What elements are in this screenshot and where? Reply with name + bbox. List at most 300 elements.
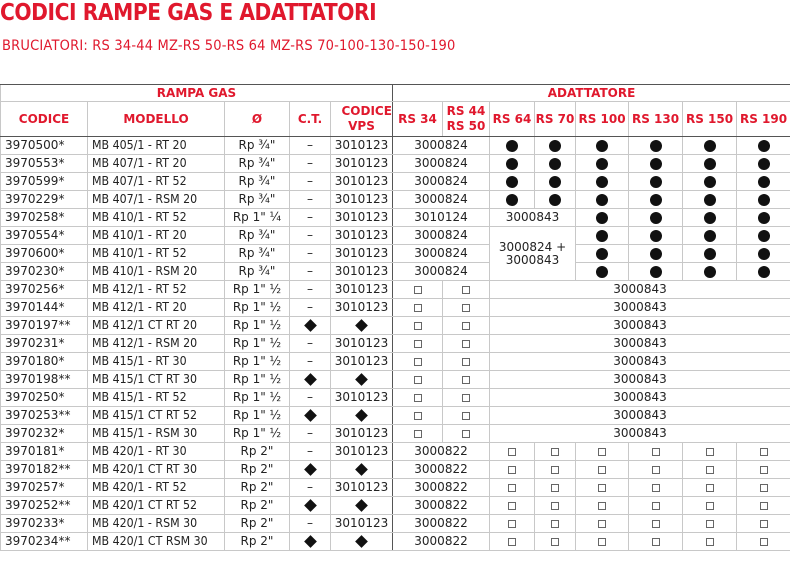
compat-cell <box>683 533 737 551</box>
black-diamond-icon <box>304 499 317 512</box>
modello-text: MB 407/1 - RSM 20 <box>92 192 198 206</box>
modello-cell <box>88 335 225 353</box>
modello-text: MB 412/1 - RSM 20 <box>92 336 198 350</box>
diameter-cell: Rp ¾" <box>225 137 290 155</box>
compat-cell <box>576 245 629 263</box>
table-row <box>1 155 790 173</box>
adapter-rs34-rs50: 3000824 <box>393 173 490 191</box>
compat-cell <box>535 155 576 173</box>
compat-cell <box>535 533 576 551</box>
empty-square-icon <box>551 520 559 528</box>
ct-cell: – <box>290 443 331 461</box>
codice-cell: 3970144* <box>1 299 88 317</box>
codice-cell: 3970599* <box>1 173 88 191</box>
compat-cell <box>490 443 535 461</box>
vps-cell: 3010123 <box>331 209 393 227</box>
ct-cell: – <box>290 137 331 155</box>
modello-cell <box>88 515 225 533</box>
compat-cell <box>576 533 629 551</box>
vps-cell <box>331 371 393 389</box>
compat-cell <box>443 281 490 299</box>
empty-square-icon <box>706 466 714 474</box>
empty-square-icon <box>551 502 559 510</box>
black-dot-icon <box>596 140 608 152</box>
compat-cell <box>443 425 490 443</box>
empty-square-icon <box>462 358 470 366</box>
compat-cell <box>629 191 683 209</box>
modello-text: MB 412/1 CT RT 20 <box>92 318 198 332</box>
modello-text: MB 412/1 - RT 52 <box>92 282 187 296</box>
empty-square-icon <box>508 448 516 456</box>
ct-cell: – <box>290 245 331 263</box>
black-diamond-icon <box>304 373 317 386</box>
empty-square-icon <box>598 466 606 474</box>
modello-cell <box>88 317 225 335</box>
black-dot-icon <box>704 248 716 260</box>
codice-cell: 3970230* <box>1 263 88 281</box>
diameter-cell: Rp ¾" <box>225 227 290 245</box>
diameter-cell: Rp 2" <box>225 479 290 497</box>
vps-cell: 3010123 <box>331 353 393 371</box>
vps-cell <box>331 533 393 551</box>
modello-cell <box>88 533 225 551</box>
adapter-rs64-rs70-combined <box>490 227 576 281</box>
compat-cell <box>490 497 535 515</box>
adapter-rs34-rs50: 3000822 <box>393 461 490 479</box>
adapter-rs64-rs190: 3000843 <box>490 425 790 443</box>
compat-cell <box>490 533 535 551</box>
compat-cell <box>629 515 683 533</box>
gas-train-table <box>0 84 790 551</box>
ct-cell: – <box>290 281 331 299</box>
table-row <box>1 443 790 461</box>
diameter-cell: Rp 2" <box>225 497 290 515</box>
compat-cell <box>629 155 683 173</box>
compat-cell <box>576 137 629 155</box>
compat-cell <box>490 137 535 155</box>
ct-cell: – <box>290 389 331 407</box>
modello-text: MB 410/1 - RT 20 <box>92 228 187 242</box>
compat-cell <box>737 227 790 245</box>
col-rs70: RS 70 <box>535 102 576 137</box>
modello-text: MB 410/1 - RSM 20 <box>92 264 198 278</box>
empty-square-icon <box>760 538 768 546</box>
compat-cell <box>443 335 490 353</box>
col-codice-vps-label: CODICE VPS <box>341 104 392 133</box>
compat-cell <box>576 497 629 515</box>
black-dot-icon <box>758 140 770 152</box>
adapter-rs34-rs50: 3000824 <box>393 245 490 263</box>
vps-cell: 3010123 <box>331 155 393 173</box>
black-dot-icon <box>549 194 561 206</box>
empty-square-icon <box>414 358 422 366</box>
table-row <box>1 425 790 443</box>
compat-cell <box>490 479 535 497</box>
compat-cell <box>576 191 629 209</box>
codice-cell: 3970252** <box>1 497 88 515</box>
diameter-cell: Rp 1" ½ <box>225 425 290 443</box>
empty-square-icon <box>706 520 714 528</box>
empty-square-icon <box>414 412 422 420</box>
empty-square-icon <box>598 448 606 456</box>
black-dot-icon <box>650 248 662 260</box>
empty-square-icon <box>551 448 559 456</box>
empty-square-icon <box>598 502 606 510</box>
compat-cell <box>576 515 629 533</box>
black-dot-icon <box>650 230 662 242</box>
adapter-rs34-rs50: 3000822 <box>393 479 490 497</box>
modello-cell <box>88 443 225 461</box>
ct-cell <box>290 317 331 335</box>
group-rampa-gas: RAMPA GAS <box>1 85 393 102</box>
modello-cell <box>88 209 225 227</box>
black-dot-icon <box>549 158 561 170</box>
empty-square-icon <box>598 538 606 546</box>
empty-square-icon <box>760 520 768 528</box>
compat-cell <box>443 389 490 407</box>
empty-square-icon <box>508 520 516 528</box>
compat-cell <box>443 353 490 371</box>
modello-text: MB 407/1 - RT 20 <box>92 156 187 170</box>
compat-cell <box>629 263 683 281</box>
vps-cell: 3010123 <box>331 263 393 281</box>
table-row <box>1 353 790 371</box>
compat-cell <box>535 497 576 515</box>
table-row <box>1 191 790 209</box>
black-dot-icon <box>506 194 518 206</box>
diameter-cell: Rp ¾" <box>225 191 290 209</box>
black-dot-icon <box>704 176 716 188</box>
ct-cell <box>290 497 331 515</box>
col-rs130: RS 130 <box>629 102 683 137</box>
adapter-rs64-rs190: 3000843 <box>490 389 790 407</box>
modello-cell <box>88 461 225 479</box>
modello-text: MB 412/1 - RT 20 <box>92 300 187 314</box>
adapter-rs34-rs50: 3000824 <box>393 191 490 209</box>
codice-cell: 3970553* <box>1 155 88 173</box>
compat-cell <box>629 497 683 515</box>
codice-cell: 3970180* <box>1 353 88 371</box>
compat-cell <box>629 461 683 479</box>
diameter-cell: Rp 1" ½ <box>225 353 290 371</box>
black-dot-icon <box>549 176 561 188</box>
adapter-rs34-rs50: 3000824 <box>393 227 490 245</box>
table-row <box>1 209 790 227</box>
vps-cell: 3010123 <box>331 335 393 353</box>
empty-square-icon <box>414 394 422 402</box>
compat-cell <box>393 281 443 299</box>
codice-cell: 3970231* <box>1 335 88 353</box>
empty-square-icon <box>760 484 768 492</box>
vps-cell: 3010123 <box>331 173 393 191</box>
compat-cell <box>576 209 629 227</box>
empty-square-icon <box>760 502 768 510</box>
table-row <box>1 479 790 497</box>
black-dot-icon <box>650 212 662 224</box>
page-subtitle: BRUCIATORI: RS 34-44 MZ-RS 50-RS 64 MZ-RS 70-100-130-150-190 <box>2 38 456 54</box>
empty-square-icon <box>462 304 470 312</box>
compat-cell <box>535 515 576 533</box>
page-title: CODICI RAMPE GAS E ADATTATORI <box>0 0 377 26</box>
ct-cell: – <box>290 173 331 191</box>
modello-cell <box>88 425 225 443</box>
black-dot-icon <box>650 158 662 170</box>
col-rs44-rs50-label: RS 44 RS 50 <box>446 104 486 133</box>
modello-text: MB 405/1 - RT 20 <box>92 138 187 152</box>
diameter-cell: Rp 1" ½ <box>225 335 290 353</box>
compat-cell <box>629 173 683 191</box>
vps-cell: 3010123 <box>331 443 393 461</box>
empty-square-icon <box>508 466 516 474</box>
modello-cell <box>88 263 225 281</box>
table-row <box>1 461 790 479</box>
black-dot-icon <box>596 248 608 260</box>
compat-cell <box>629 137 683 155</box>
modello-text: MB 420/1 CT RSM 30 <box>92 534 208 548</box>
empty-square-icon <box>462 286 470 294</box>
black-dot-icon <box>704 158 716 170</box>
ct-cell: – <box>290 227 331 245</box>
compat-cell <box>737 173 790 191</box>
modello-text: MB 415/1 CT RT 52 <box>92 408 198 422</box>
codice-cell: 3970197** <box>1 317 88 335</box>
black-dot-icon <box>650 266 662 278</box>
compat-cell <box>737 461 790 479</box>
compat-cell <box>629 533 683 551</box>
empty-square-icon <box>652 538 660 546</box>
compat-cell <box>490 173 535 191</box>
ct-cell <box>290 461 331 479</box>
diameter-cell: Rp 2" <box>225 443 290 461</box>
modello-text: MB 410/1 - RT 52 <box>92 210 187 224</box>
vps-cell: 3010123 <box>331 425 393 443</box>
compat-cell <box>629 443 683 461</box>
adapter-rs34-rs50: 3000824 <box>393 155 490 173</box>
compat-cell <box>683 137 737 155</box>
vps-cell: 3010123 <box>331 281 393 299</box>
compat-cell <box>683 479 737 497</box>
diameter-cell: Rp 2" <box>225 461 290 479</box>
diameter-cell: Rp 1" ½ <box>225 389 290 407</box>
black-dot-icon <box>704 266 716 278</box>
codice-cell: 3970257* <box>1 479 88 497</box>
modello-cell <box>88 191 225 209</box>
black-diamond-icon <box>304 463 317 476</box>
diameter-cell: Rp 1" ½ <box>225 317 290 335</box>
codice-cell: 3970500* <box>1 137 88 155</box>
black-dot-icon <box>596 158 608 170</box>
black-dot-icon <box>758 194 770 206</box>
empty-square-icon <box>598 484 606 492</box>
compat-cell <box>576 155 629 173</box>
modello-text: MB 410/1 - RT 52 <box>92 246 187 260</box>
codice-cell: 3970256* <box>1 281 88 299</box>
table-row <box>1 407 790 425</box>
codice-cell: 3970233* <box>1 515 88 533</box>
empty-square-icon <box>652 466 660 474</box>
table-row <box>1 173 790 191</box>
col-codice-vps <box>331 102 393 137</box>
black-diamond-icon <box>355 373 368 386</box>
black-diamond-icon <box>304 535 317 548</box>
vps-cell <box>331 317 393 335</box>
diameter-cell: Rp 1" ¼ <box>225 209 290 227</box>
empty-square-icon <box>760 466 768 474</box>
adapter-rs34-rs50: 3000822 <box>393 515 490 533</box>
adapter-rs34-rs50: 3000824 <box>393 263 490 281</box>
col-codice: CODICE <box>1 102 88 137</box>
col-rs190: RS 190 <box>737 102 790 137</box>
empty-square-icon <box>706 538 714 546</box>
compat-cell <box>737 191 790 209</box>
adapter-combined-label: 3000824 + 3000843 <box>498 239 567 267</box>
ct-cell <box>290 533 331 551</box>
compat-cell <box>737 497 790 515</box>
modello-text: MB 415/1 - RT 30 <box>92 354 187 368</box>
modello-cell <box>88 497 225 515</box>
empty-square-icon <box>760 448 768 456</box>
modello-cell <box>88 227 225 245</box>
codice-cell: 3970182** <box>1 461 88 479</box>
black-dot-icon <box>704 194 716 206</box>
black-dot-icon <box>596 266 608 278</box>
col-rs150: RS 150 <box>683 102 737 137</box>
table-row <box>1 317 790 335</box>
black-dot-icon <box>758 212 770 224</box>
modello-cell <box>88 479 225 497</box>
adapter-rs34-rs50: 3000822 <box>393 533 490 551</box>
diameter-cell: Rp ¾" <box>225 155 290 173</box>
adapter-rs64-rs190: 3000843 <box>490 335 790 353</box>
col-rs64: RS 64 <box>490 102 535 137</box>
codice-cell: 3970234** <box>1 533 88 551</box>
modello-cell <box>88 245 225 263</box>
black-dot-icon <box>758 176 770 188</box>
empty-square-icon <box>706 448 714 456</box>
ct-cell <box>290 407 331 425</box>
compat-cell <box>393 335 443 353</box>
empty-square-icon <box>462 322 470 330</box>
compat-cell <box>443 299 490 317</box>
adapter-rs34-rs50: 3010124 <box>393 209 490 227</box>
compat-cell <box>535 191 576 209</box>
empty-square-icon <box>652 520 660 528</box>
ct-cell: – <box>290 479 331 497</box>
compat-cell <box>535 479 576 497</box>
black-dot-icon <box>596 176 608 188</box>
empty-square-icon <box>706 502 714 510</box>
adapter-rs64-rs190: 3000843 <box>490 281 790 299</box>
adapter-rs64-rs190: 3000843 <box>490 371 790 389</box>
adapter-rs34-rs50: 3000822 <box>393 443 490 461</box>
modello-cell <box>88 389 225 407</box>
black-dot-icon <box>758 158 770 170</box>
compat-cell <box>393 317 443 335</box>
compat-cell <box>683 209 737 227</box>
black-dot-icon <box>650 176 662 188</box>
ct-cell: – <box>290 191 331 209</box>
ct-cell <box>290 371 331 389</box>
compat-cell <box>443 317 490 335</box>
black-dot-icon <box>758 230 770 242</box>
group-header-row <box>1 85 790 102</box>
black-dot-icon <box>704 230 716 242</box>
compat-cell <box>737 533 790 551</box>
compat-cell <box>490 461 535 479</box>
table-row <box>1 389 790 407</box>
col-rs34: RS 34 <box>393 102 443 137</box>
diameter-cell: Rp 1" ½ <box>225 299 290 317</box>
modello-text: MB 420/1 CT RT 30 <box>92 462 198 476</box>
adapter-rs64-rs190: 3000843 <box>490 299 790 317</box>
compat-cell <box>443 371 490 389</box>
codice-cell: 3970229* <box>1 191 88 209</box>
empty-square-icon <box>462 412 470 420</box>
modello-cell <box>88 281 225 299</box>
vps-cell: 3010123 <box>331 389 393 407</box>
col-rs100: RS 100 <box>576 102 629 137</box>
modello-text: MB 415/1 - RSM 30 <box>92 426 198 440</box>
compat-cell <box>576 461 629 479</box>
table-row <box>1 281 790 299</box>
compat-cell <box>737 515 790 533</box>
black-dot-icon <box>506 176 518 188</box>
compat-cell <box>393 353 443 371</box>
compat-cell <box>393 389 443 407</box>
compat-cell <box>535 173 576 191</box>
black-diamond-icon <box>355 409 368 422</box>
diameter-cell: Rp 1" ½ <box>225 281 290 299</box>
empty-square-icon <box>414 430 422 438</box>
vps-cell: 3010123 <box>331 191 393 209</box>
black-dot-icon <box>704 212 716 224</box>
table-row <box>1 515 790 533</box>
compat-cell <box>576 443 629 461</box>
codice-cell: 3970198** <box>1 371 88 389</box>
vps-cell: 3010123 <box>331 227 393 245</box>
compat-cell <box>683 263 737 281</box>
codice-cell: 3970250* <box>1 389 88 407</box>
modello-text: MB 420/1 CT RT 52 <box>92 498 198 512</box>
compat-cell <box>576 173 629 191</box>
compat-cell <box>629 479 683 497</box>
vps-cell <box>331 407 393 425</box>
empty-square-icon <box>551 538 559 546</box>
diameter-cell: Rp ¾" <box>225 173 290 191</box>
compat-cell <box>629 227 683 245</box>
compat-cell <box>490 515 535 533</box>
black-dot-icon <box>506 158 518 170</box>
table-row <box>1 245 790 263</box>
diameter-cell: Rp 1" ½ <box>225 407 290 425</box>
modello-text: MB 420/1 - RT 52 <box>92 480 187 494</box>
column-header-row <box>1 102 790 137</box>
modello-cell <box>88 353 225 371</box>
ct-cell: – <box>290 335 331 353</box>
modello-cell <box>88 137 225 155</box>
compat-cell <box>737 443 790 461</box>
diameter-cell: Rp 1" ½ <box>225 371 290 389</box>
codice-cell: 3970554* <box>1 227 88 245</box>
ct-cell: – <box>290 353 331 371</box>
modello-text: MB 420/1 - RT 30 <box>92 444 187 458</box>
compat-cell <box>393 407 443 425</box>
table-row <box>1 263 790 281</box>
compat-cell <box>683 155 737 173</box>
codice-cell: 3970181* <box>1 443 88 461</box>
modello-cell <box>88 173 225 191</box>
empty-square-icon <box>414 322 422 330</box>
